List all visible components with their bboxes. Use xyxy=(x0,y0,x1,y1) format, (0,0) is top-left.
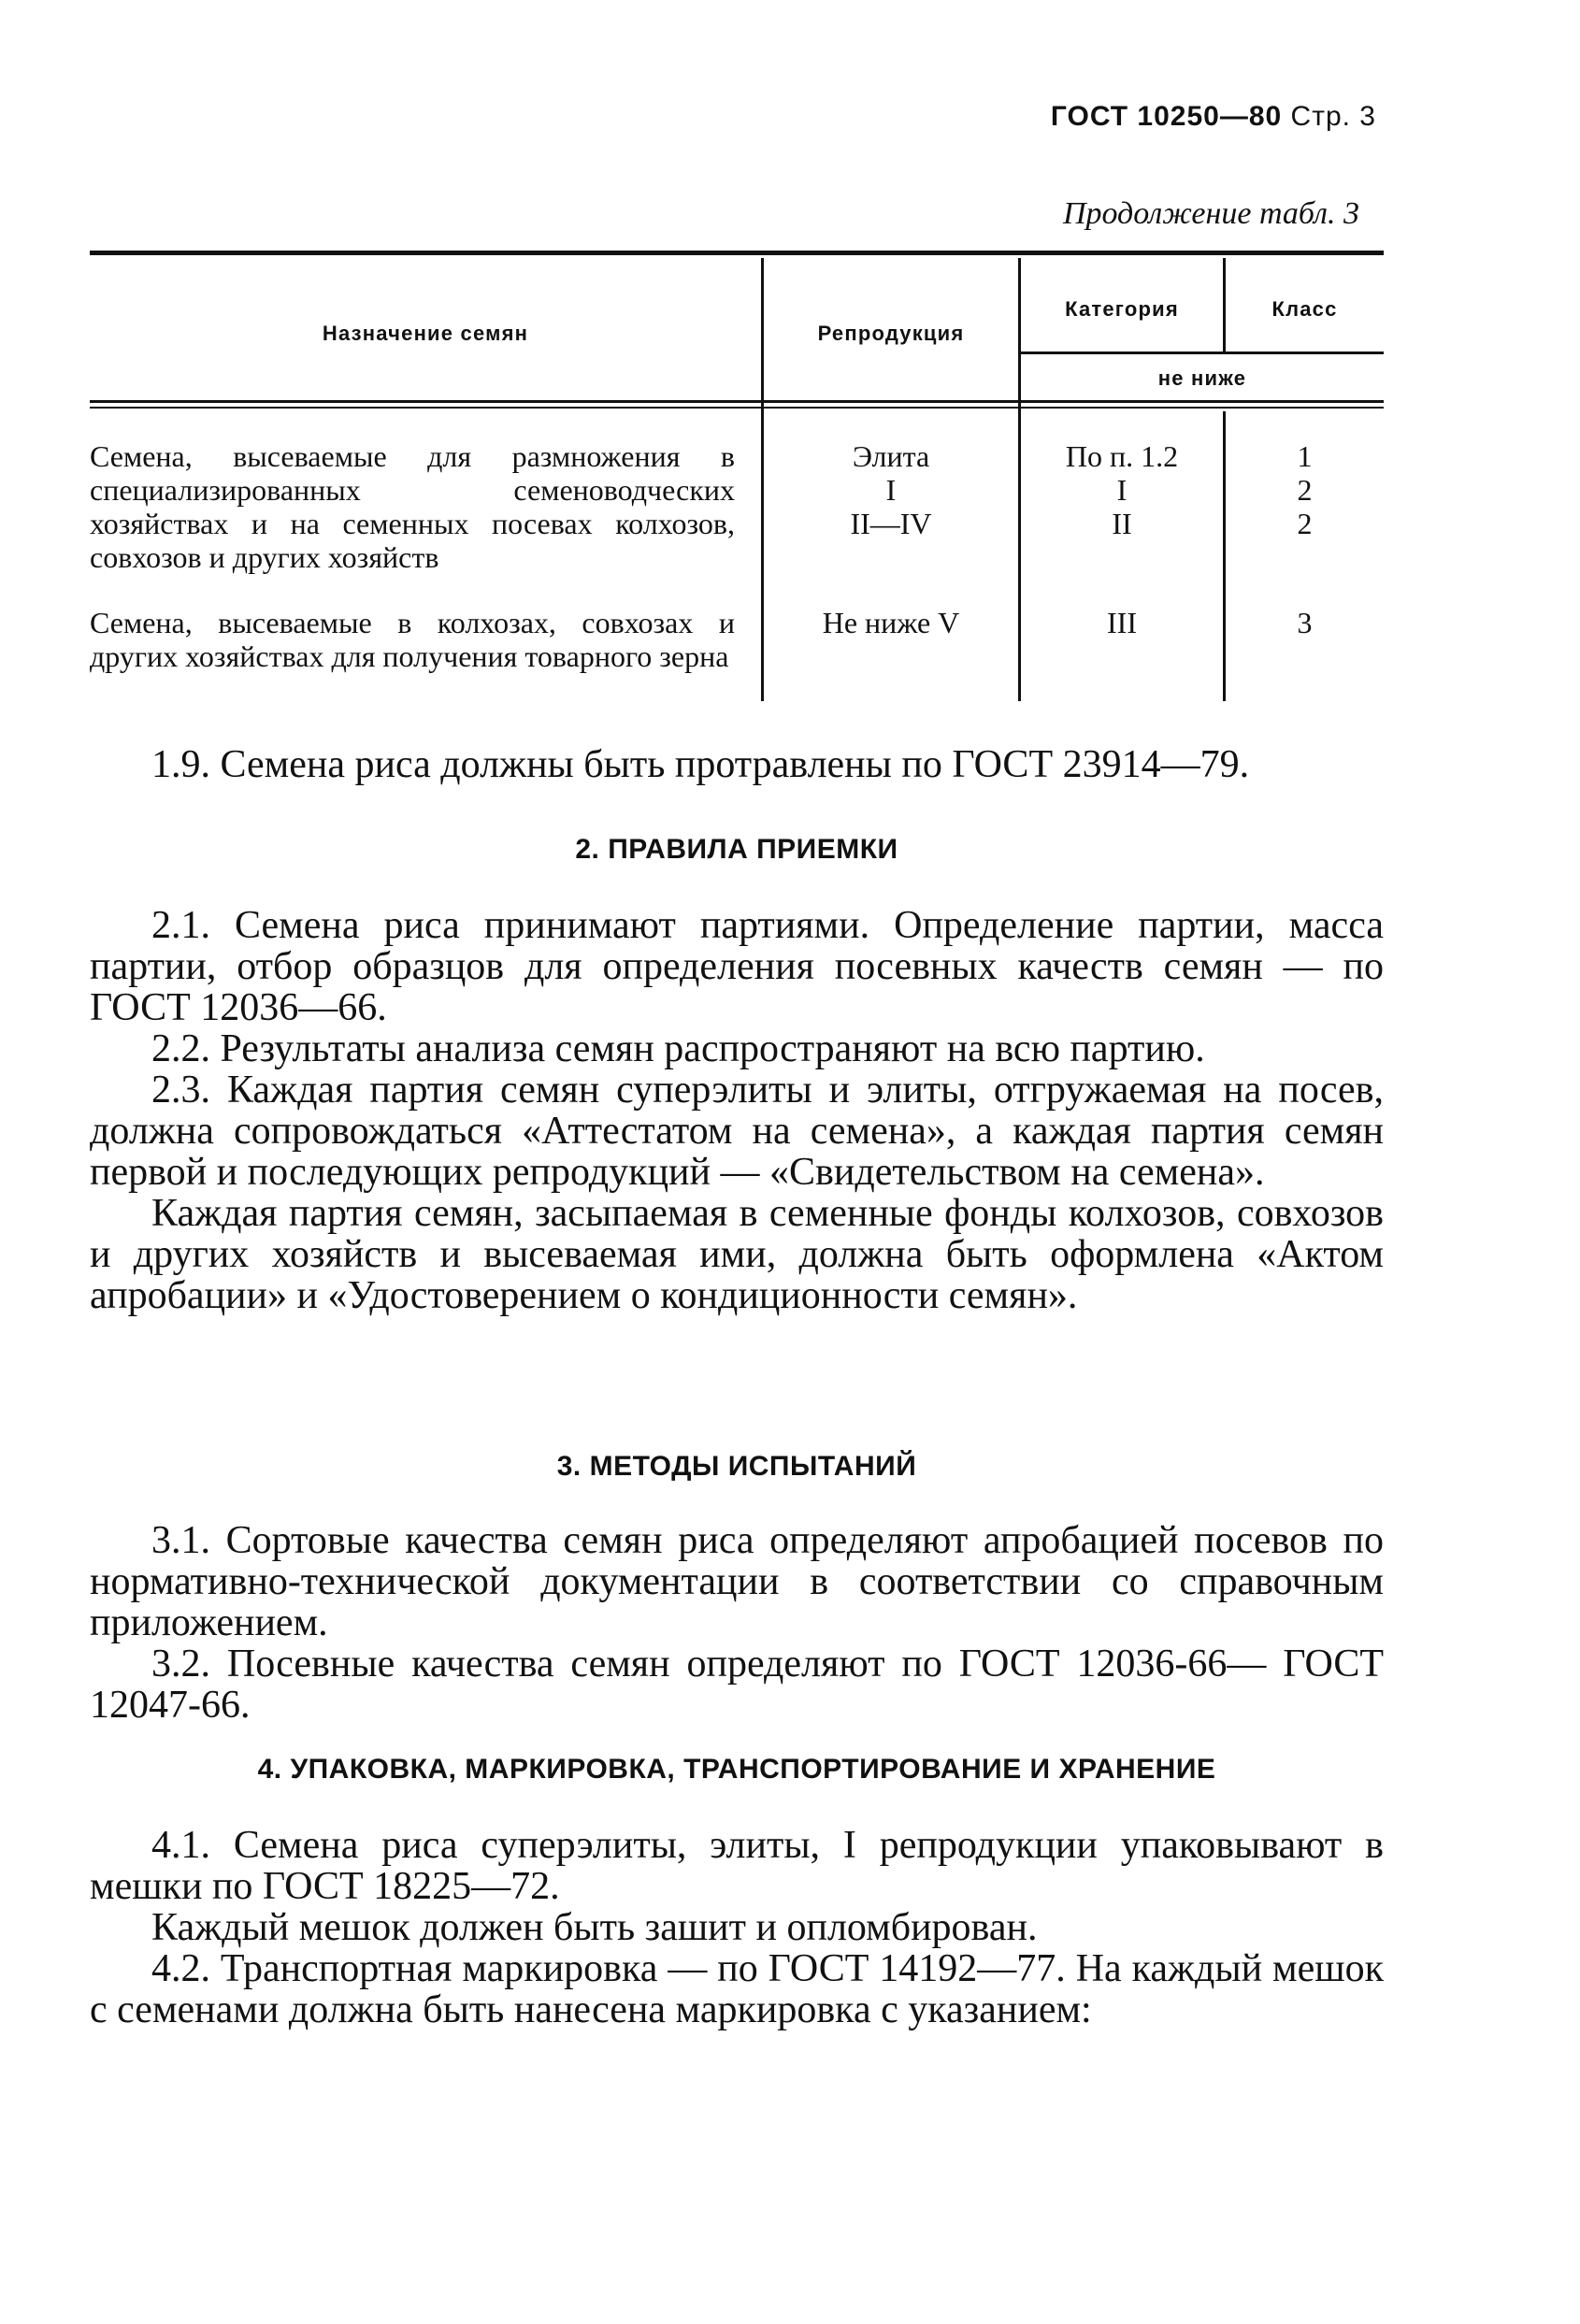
paragraph: 4.2. Транспортная маркировка — по ГОСТ 14192—77. На каждый мешок с семенами должна быть нанесена маркировка с указанием: xyxy=(90,1947,1384,2031)
class-value: 2 xyxy=(1297,473,1313,507)
reproduction-value: Не ниже V xyxy=(822,606,960,639)
row1-class xyxy=(1226,439,1384,540)
category-value: I xyxy=(1116,473,1128,507)
section-2-body xyxy=(90,905,1384,1316)
class-value: 1 xyxy=(1297,439,1313,473)
column-header-category: Категория xyxy=(1065,297,1179,321)
seed-table xyxy=(90,251,1384,701)
reproduction-value: Элита xyxy=(852,439,930,473)
class-value: 3 xyxy=(1297,606,1313,639)
row2-purpose: Семена, высеваемые в колхозах, совхозах и других хозяйствах для получения товарного зерна xyxy=(90,606,735,673)
paragraph: 2.1. Семена риса принимают партиями. Определение партии, масса партии, отбор образцов для определения посевных качеств семян — по ГОСТ 12036—66. xyxy=(90,904,1384,1029)
row1-reproduction xyxy=(764,439,1018,540)
reproduction-value: II—IV xyxy=(850,507,932,540)
row2-class xyxy=(1226,606,1384,639)
table-header-rule xyxy=(90,400,1384,403)
row1-purpose: Семена, высеваемые для размножения в специализированных семеноводческих хозяйствах и на семенных посевах колхозов, совхозов и других хозяйств xyxy=(90,439,735,574)
page-header xyxy=(1051,101,1376,133)
column-header-not-lower: не ниже xyxy=(1157,366,1247,390)
row2-category xyxy=(1021,606,1223,639)
column-header-reproduction: Репродукция xyxy=(817,322,965,345)
table-top-rule xyxy=(90,251,1384,255)
paragraph: 2.3. Каждая партия семян суперэлиты и элиты, отгружаемая на посев, должна сопровождаться «Аттестатом на семена», а каждая партия семян первой и последующих репродукций — «Свидетельством на семена». xyxy=(90,1069,1384,1194)
paragraph: 1.9. Семена риса должны быть протравлены по ГОСТ 23914—79. xyxy=(151,743,1250,786)
category-value: III xyxy=(1107,606,1137,639)
row1-category xyxy=(1021,439,1223,540)
paragraph: 3.2. Посевные качества семян определяют по ГОСТ 12036-66— ГОСТ 12047-66. xyxy=(90,1643,1384,1727)
column-header-purpose: Назначение семян xyxy=(322,322,529,345)
clause-1-9 xyxy=(90,744,1384,785)
section-4-title: 4. УПАКОВКА, МАРКИРОВКА, ТРАНСПОРТИРОВАНИЕ И ХРАНЕНИЕ xyxy=(257,1754,1216,1785)
paragraph: 4.1. Семена риса суперэлиты, элиты, I репродукции упаковывают в мешки по ГОСТ 18225—72. xyxy=(90,1824,1384,1908)
section-3-title: 3. МЕТОДЫ ИСПЫТАНИЙ xyxy=(556,1451,917,1482)
category-value: II xyxy=(1112,507,1132,540)
paragraph: Каждая партия семян, засыпаемая в семенные фонды колхозов, совхозов и других хозяйств и высеваемая ими, должна быть оформлена «Актом апробации» и «Удостоверением о кондиционности семян». xyxy=(90,1192,1384,1317)
row2-reproduction xyxy=(764,606,1018,639)
section-4-body xyxy=(90,1825,1384,2030)
page-number: Стр. 3 xyxy=(1290,101,1376,132)
category-value: По п. 1.2 xyxy=(1065,439,1179,473)
reproduction-value: I xyxy=(885,473,897,507)
paragraph: 3.1. Сортовые качества семян риса определяют апробацией посевов по нормативно-технической документации в соответствии со справочным приложением. xyxy=(90,1519,1384,1644)
standard-code: ГОСТ 10250—80 xyxy=(1050,101,1283,132)
table-header-rule-double xyxy=(90,407,1384,409)
section-3-body xyxy=(90,1520,1384,1726)
paragraph: Каждый мешок должен быть зашит и опломбирован. xyxy=(151,1906,1038,1949)
class-value: 2 xyxy=(1297,507,1313,540)
category-subheader-rule xyxy=(1020,351,1384,354)
column-header-class: Класс xyxy=(1271,297,1338,321)
section-2-title: 2. ПРАВИЛА ПРИЕМКИ xyxy=(575,834,898,865)
table-continuation-note: Продолжение табл. 3 xyxy=(1062,196,1359,231)
paragraph: 2.2. Результаты анализа семян распространяют на всю партию. xyxy=(151,1027,1205,1070)
